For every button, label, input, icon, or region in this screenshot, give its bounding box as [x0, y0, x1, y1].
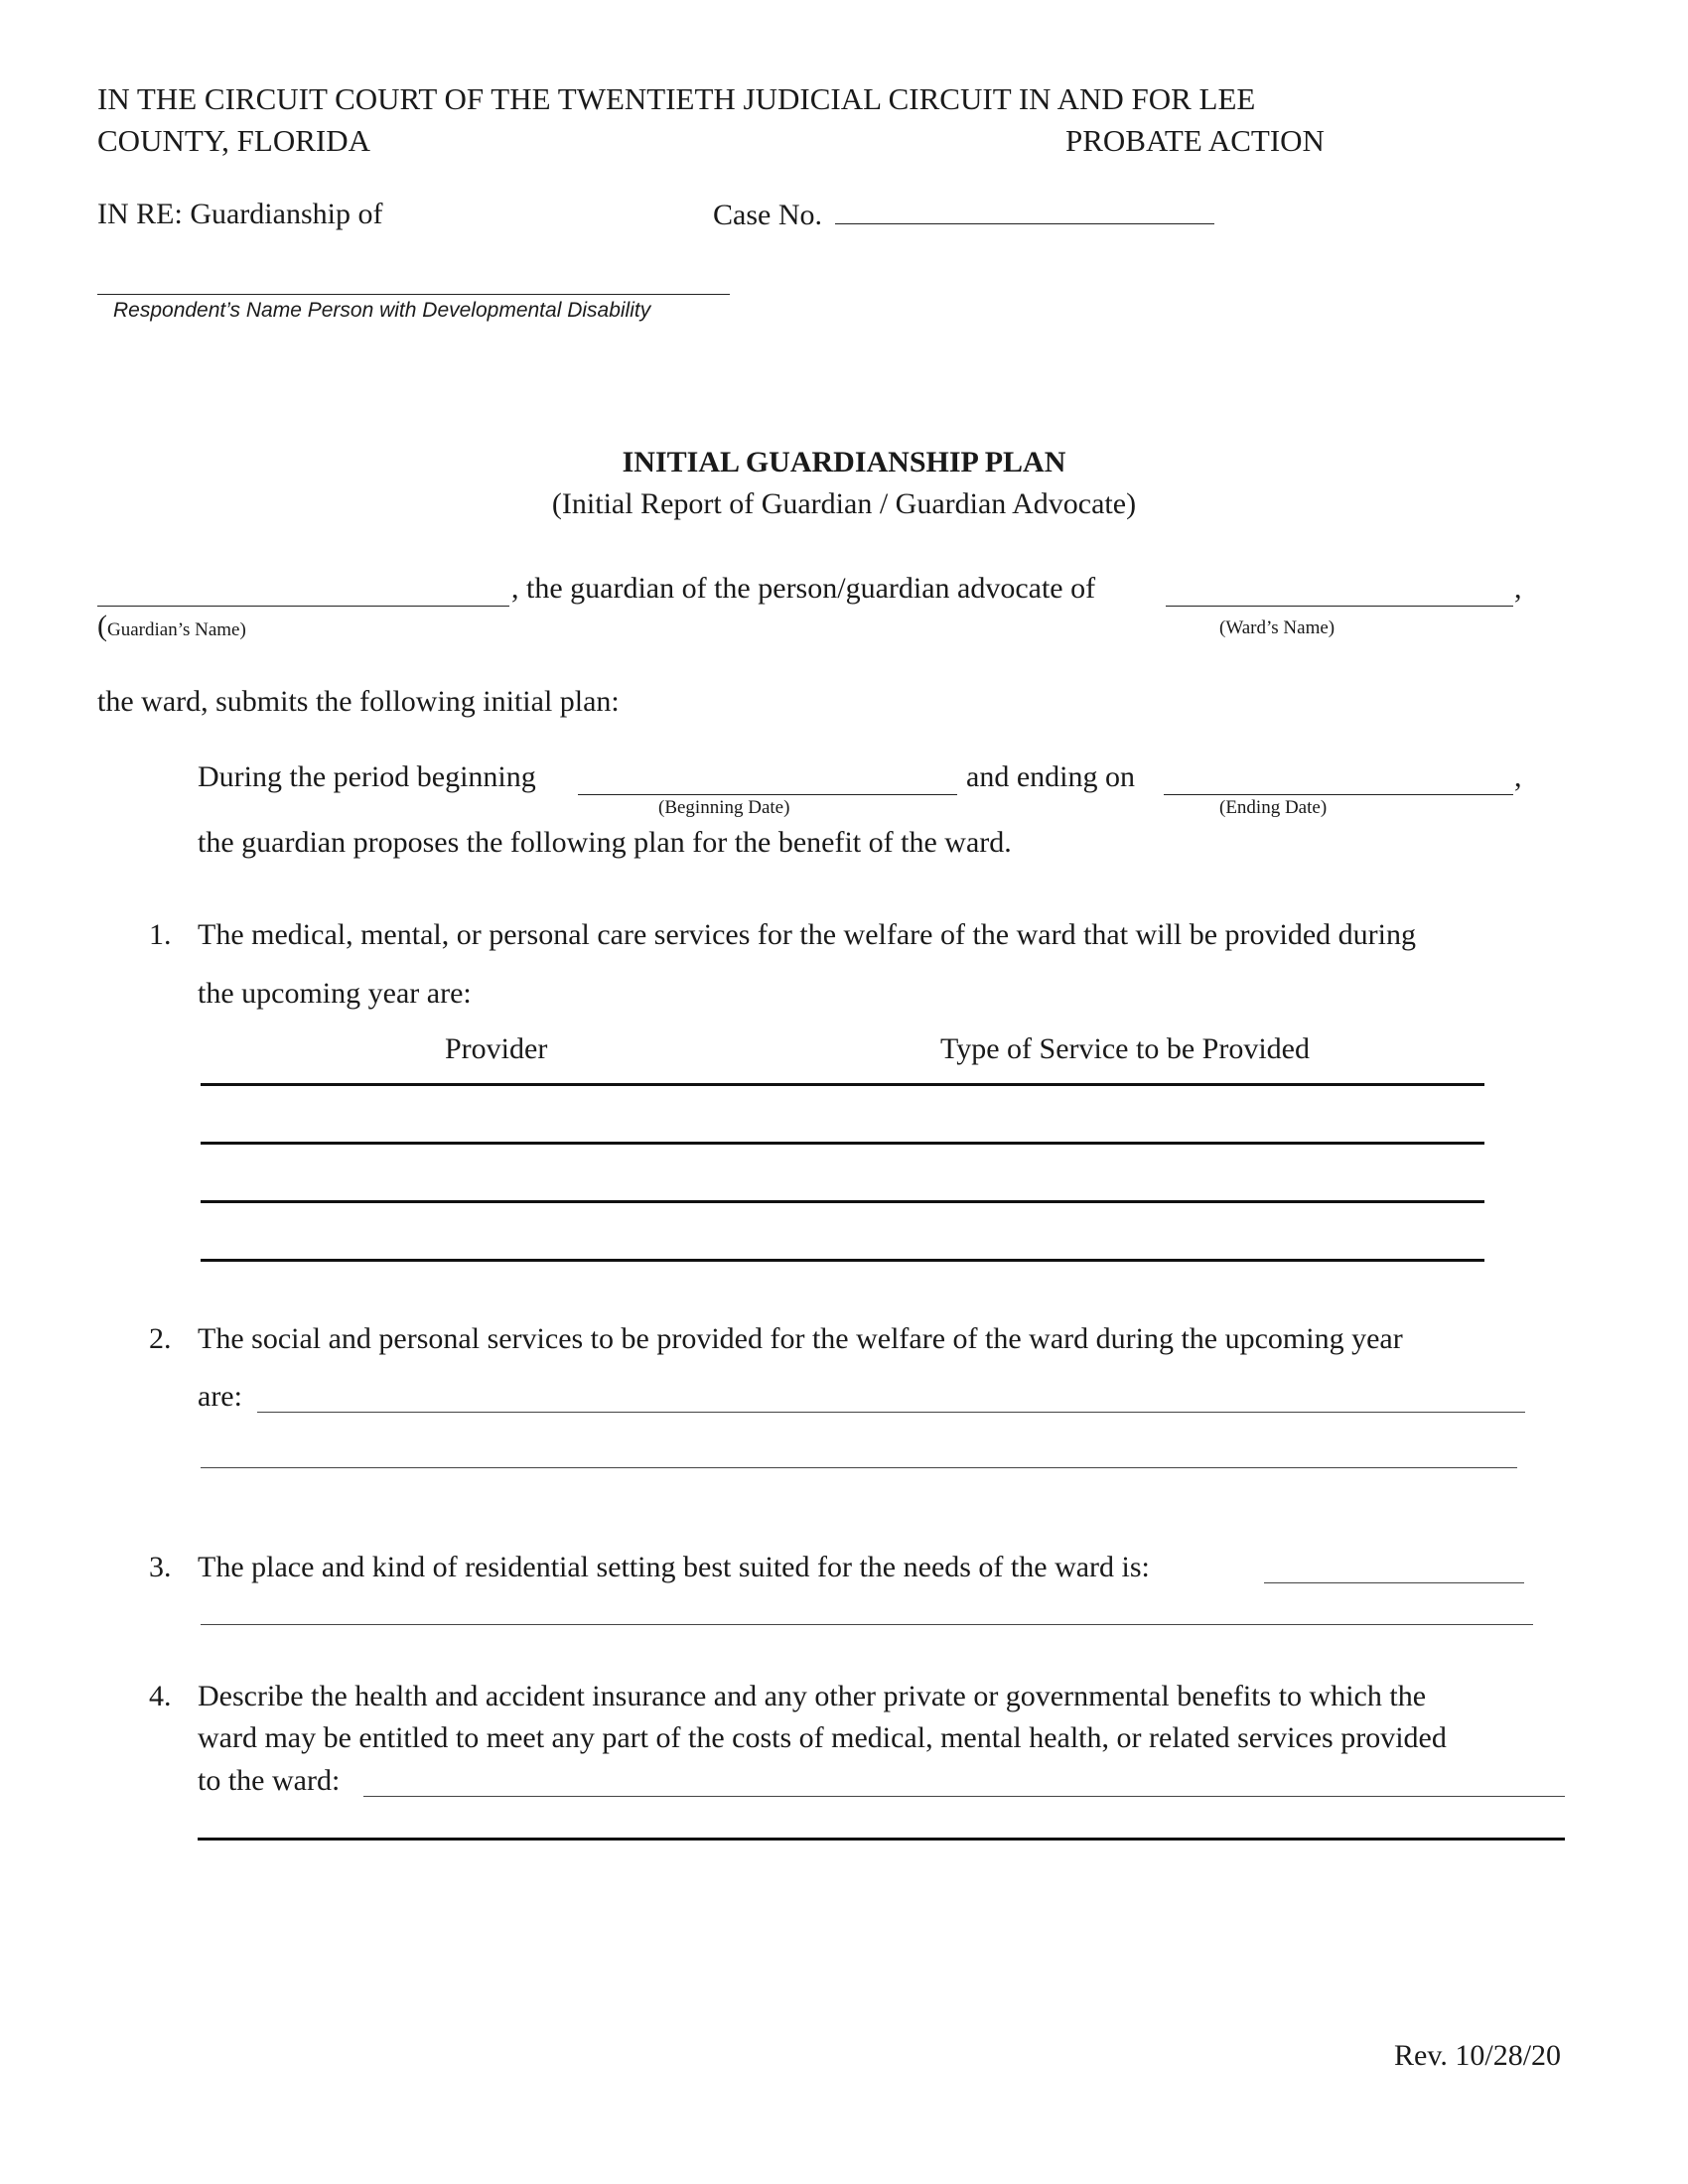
- service-type-column-header: Type of Service to be Provided: [940, 1032, 1310, 1065]
- respondent-name-line[interactable]: [97, 294, 730, 295]
- court-heading-line1: IN THE CIRCUIT COURT OF THE TWENTIETH JUDICIAL CIRCUIT IN AND FOR LEE: [97, 81, 1256, 116]
- probate-action-label: PROBATE ACTION: [1065, 123, 1325, 158]
- court-heading-county: COUNTY, FLORIDA: [97, 123, 371, 158]
- insurance-benefits-line-1[interactable]: [363, 1796, 1565, 1797]
- submits-text: the ward, submits the following initial plan:: [97, 685, 620, 718]
- item-2-number: 2.: [149, 1322, 172, 1355]
- item-2-text-line1: The social and personal services to be provided for the welfare of the ward during the upcoming year: [198, 1322, 1403, 1355]
- service-entry-line-4[interactable]: [201, 1259, 1484, 1262]
- ending-date-label: (Ending Date): [1219, 797, 1328, 818]
- guardian-name-label: Guardian’s Name): [107, 619, 246, 640]
- social-services-line-1[interactable]: [257, 1412, 1525, 1413]
- intro-comma: ,: [1514, 572, 1522, 605]
- item-1-number: 1.: [149, 918, 172, 951]
- period-proposes-text: the guardian proposes the following plan for the benefit of the ward.: [198, 826, 1012, 859]
- guardian-name-caption: [97, 610, 246, 643]
- form-title: INITIAL GUARDIANSHIP PLAN: [622, 446, 1066, 478]
- beginning-date-label: (Beginning Date): [658, 797, 790, 818]
- ward-name-line[interactable]: [1166, 606, 1513, 607]
- guardian-phrase: , the guardian of the person/guardian advocate of: [511, 572, 1096, 605]
- service-entry-line-3[interactable]: [201, 1200, 1484, 1203]
- period-begin-text: During the period beginning: [198, 760, 536, 793]
- provider-column-header: Provider: [445, 1032, 548, 1065]
- service-entry-line-2[interactable]: [201, 1142, 1484, 1145]
- item-4-number: 4.: [149, 1680, 172, 1712]
- guardian-name-line[interactable]: [97, 606, 509, 607]
- in-re-label: IN RE: Guardianship of: [97, 198, 383, 230]
- item-3-number: 3.: [149, 1551, 172, 1583]
- item-1-text-line1: The medical, mental, or personal care services for the welfare of the ward that will be provided during: [198, 918, 1417, 951]
- social-services-line-2[interactable]: [201, 1467, 1517, 1468]
- item-4-text-line3: to the ward:: [198, 1764, 341, 1797]
- residential-setting-line-1[interactable]: [1264, 1582, 1524, 1583]
- ending-date-line[interactable]: [1164, 794, 1513, 795]
- item-2-text-line2: are:: [198, 1380, 242, 1413]
- case-number-blank[interactable]: [835, 198, 1214, 224]
- ward-name-label: (Ward’s Name): [1219, 617, 1336, 638]
- form-subtitle: (Initial Report of Guardian / Guardian Advocate): [551, 487, 1137, 520]
- case-number-label: Case No.: [713, 199, 822, 231]
- beginning-date-line[interactable]: [578, 794, 957, 795]
- case-number-field[interactable]: [713, 198, 1214, 232]
- item-3-text-line1: The place and kind of residential setting best suited for the needs of the ward is:: [198, 1551, 1150, 1583]
- period-and-ending-text: and ending on: [966, 760, 1135, 793]
- guardian-name-open-paren: (: [97, 610, 107, 642]
- respondent-name-label: Respondent’s Name Person with Developmental Disability: [113, 299, 651, 322]
- insurance-benefits-line-2[interactable]: [198, 1838, 1565, 1841]
- service-entry-line-1[interactable]: [201, 1083, 1484, 1086]
- revision-date: Rev. 10/28/20: [1394, 2039, 1562, 2072]
- residential-setting-line-2[interactable]: [201, 1624, 1533, 1625]
- item-4-text-line1: Describe the health and accident insurance and any other private or governmental benefits to which the: [198, 1680, 1427, 1712]
- item-4-text-line2: ward may be entitled to meet any part of the costs of medical, mental health, or related services provided: [198, 1721, 1447, 1754]
- period-comma: ,: [1514, 760, 1522, 793]
- item-1-text-line2: the upcoming year are:: [198, 977, 472, 1010]
